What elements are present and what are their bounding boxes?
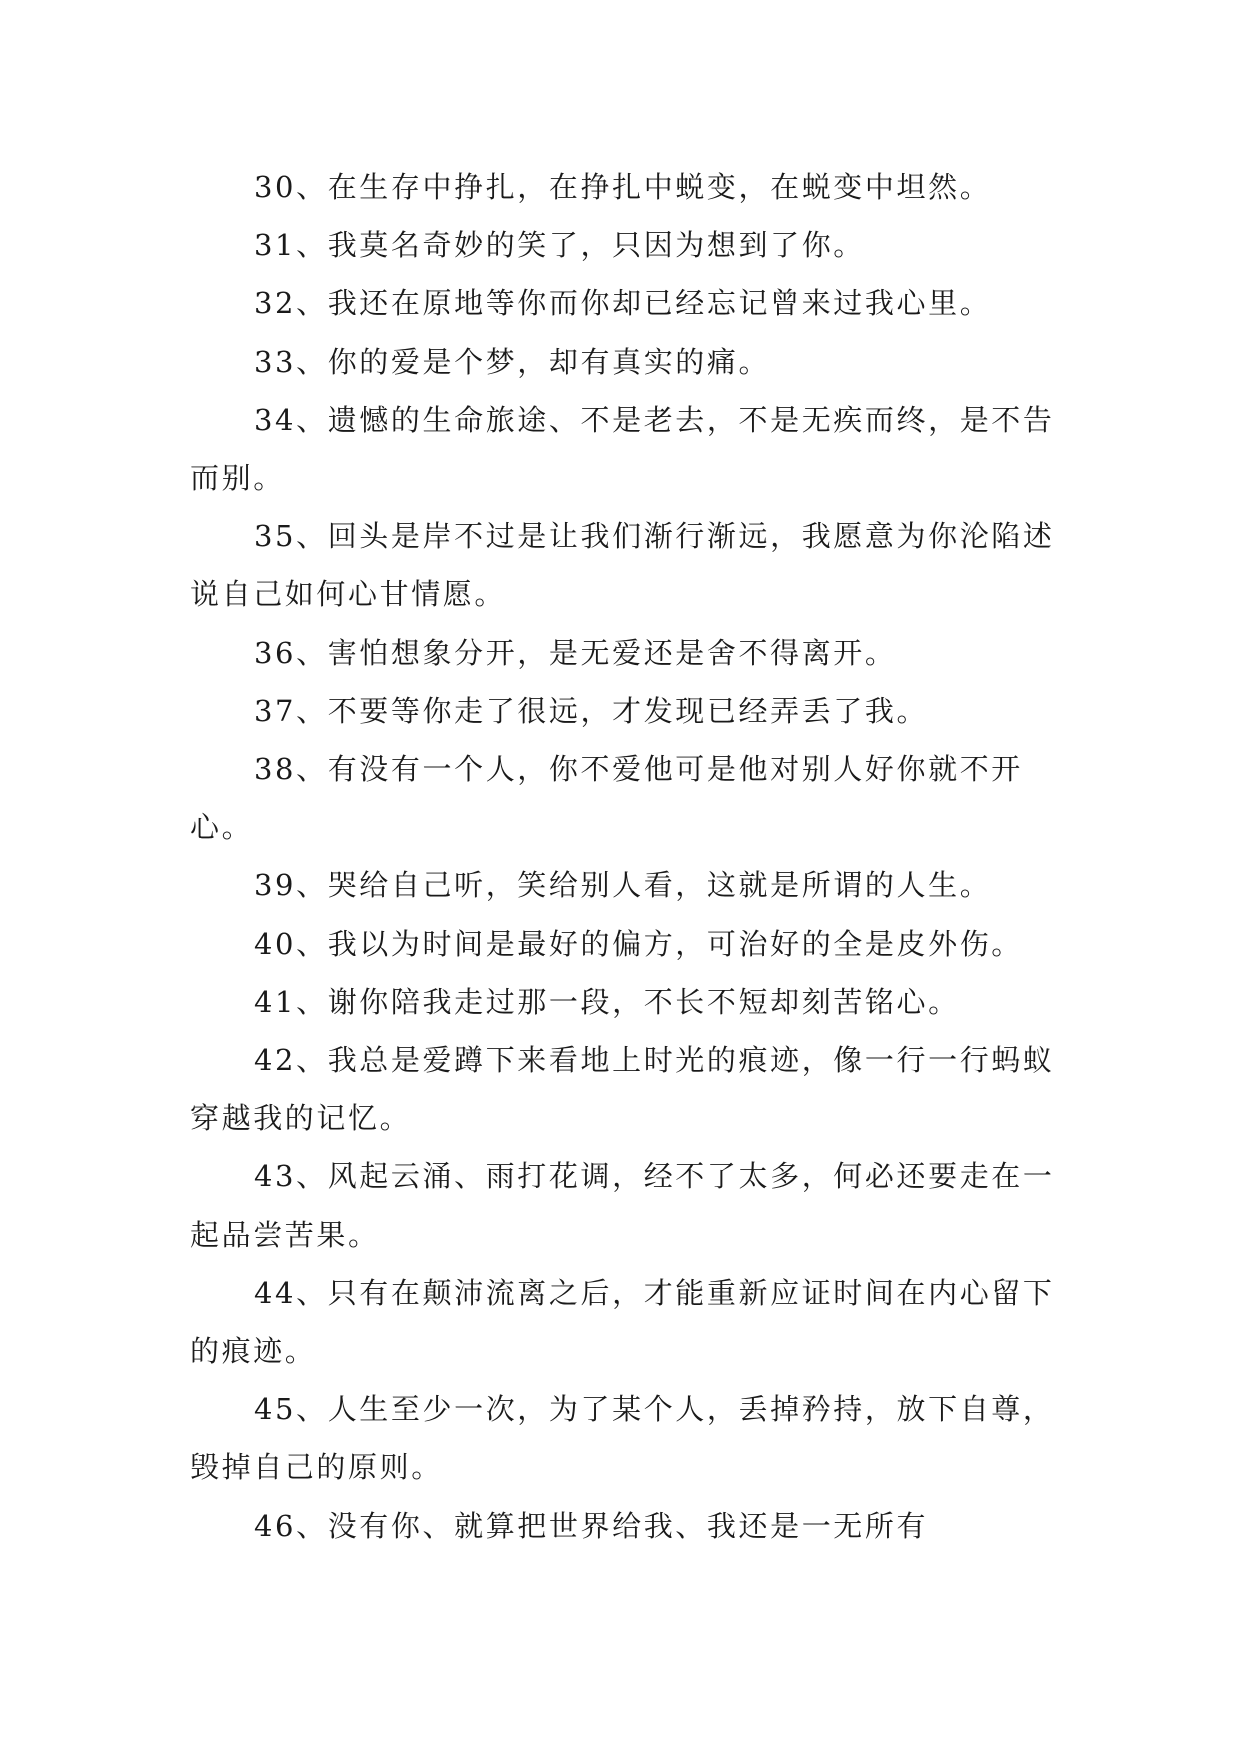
paragraph-37: 37、不要等你走了很远，才发现已经弄丢了我。: [254, 693, 929, 728]
paragraph-33: 33、你的爱是个梦，却有真实的痛。: [254, 344, 771, 379]
paragraph-41: 41、谢你陪我走过那一段，不长不短却刻苦铭心。: [254, 984, 960, 1019]
paragraph-31: 31、我莫名奇妙的笑了，只因为想到了你。: [254, 228, 865, 263]
paragraph-46: 46、没有你、就算把世界给我、我还是一无所有: [254, 1508, 929, 1543]
paragraph-30: 30、在生存中挣扎，在挣扎中蜕变，在蜕变中坦然。: [254, 170, 992, 204]
paragraph-45: 45、人生至少一次，为了某个人，丢掉矜持，放下自尊，毁掉自己的原则。: [190, 1392, 1055, 1485]
paragraph-42: 42、我总是爱蹲下来看地上时光的痕迹，像一行一行蚂蚁穿越我的记忆。: [190, 1043, 1055, 1136]
paragraph-36: 36、害怕想象分开，是无爱还是舍不得离开。: [254, 635, 897, 670]
paragraph-43: 43、风起云涌、雨打花调，经不了太多，何必还要走在一起品尝苦果。: [190, 1159, 1055, 1252]
document-body: [190, 158, 1060, 1555]
paragraph-32: 32、我还在原地等你而你却已经忘记曾来过我心里。: [254, 286, 992, 321]
paragraph-38: 38、有没有一个人，你不爱他可是他对别人好你就不开心。: [190, 752, 1023, 845]
paragraph-40: 40、我以为时间是最好的偏方，可治好的全是皮外伤。: [254, 926, 1023, 961]
paragraph-39: 39、哭给自己听，笑给别人看，这就是所谓的人生。: [254, 868, 992, 903]
paragraph-35: 35、回头是岸不过是让我们渐行渐远，我愿意为你沦陷述说自己如何心甘情愿。: [190, 519, 1055, 612]
paragraph-44: 44、只有在颠沛流离之后，才能重新应证时间在内心留下的痕迹。: [190, 1275, 1055, 1369]
paragraph-34: 34、遗憾的生命旅途、不是老去，不是无疾而终，是不告而别。: [190, 402, 1055, 496]
